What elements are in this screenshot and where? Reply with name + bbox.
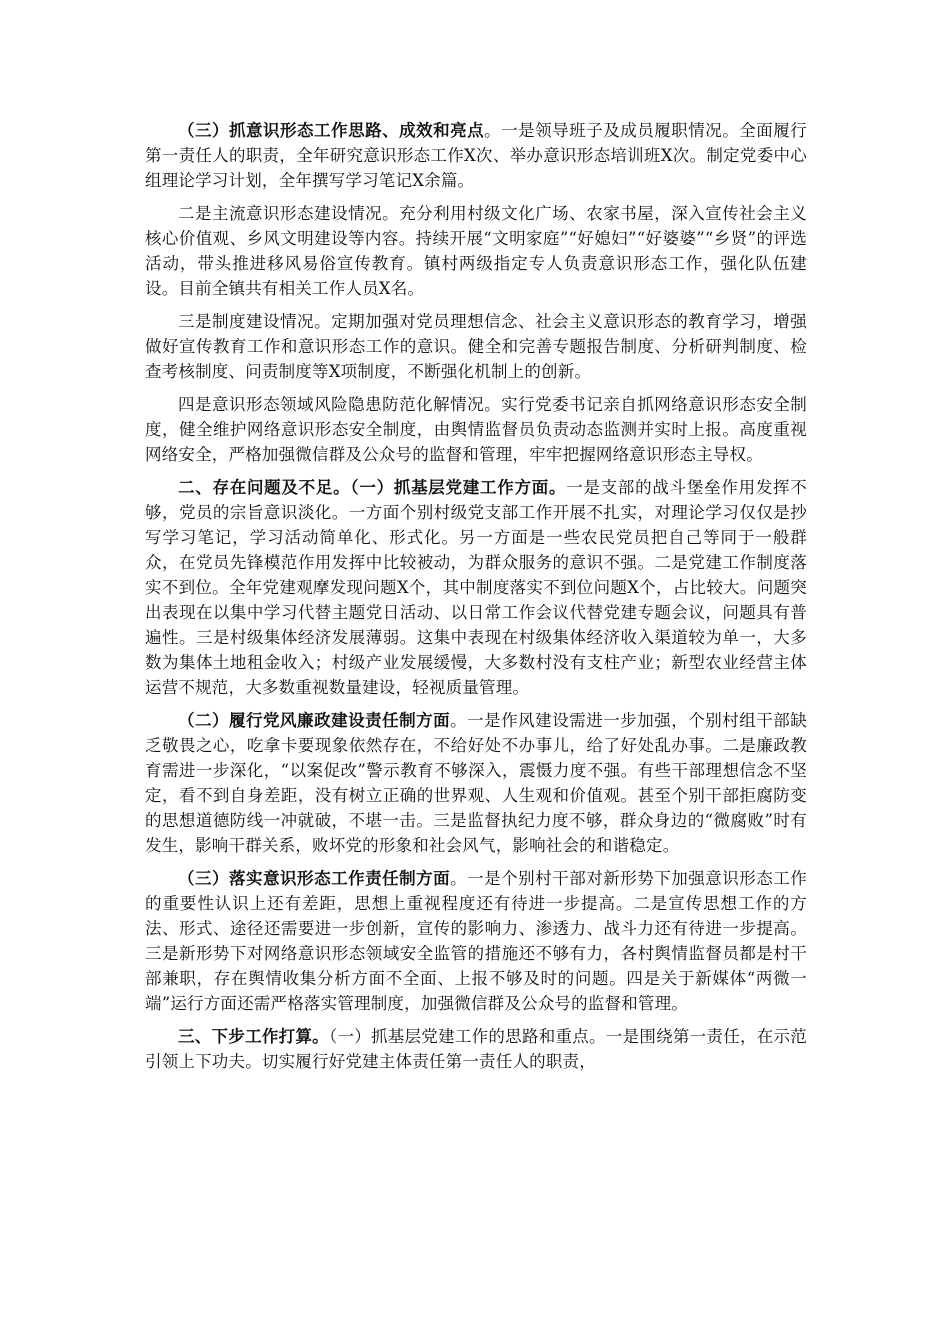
paragraph — [145, 708, 807, 858]
subsection-heading: （一）抓基层党建工作方面。 — [350, 478, 567, 497]
paragraph-text: 四是意识形态领域风险隐患防范化解情况。实行党委书记亲自抓网络意识形态安全制度，健全维护网络意识形态安全制度，由舆情监督员负责动态监测并实时上报。高度重视网络安全，严格加强微信群及公众号的监督和管理，牢牢把握网络意识形态主导权。 — [145, 395, 807, 464]
paragraph — [145, 475, 807, 700]
paragraph-text: 。一是作风建设需进一步加强，个别村组干部缺乏敬畏之心，吃拿卡要现象依然存在，不给好处不办事儿，给了好处乱办事。二是廉政教育需进一步深化，“以案促改”警示教育不够深入，震慑力度不强。有些干部理想信念不坚定，看不到自身差距，没有树立正确的世界观、人生观和价值观。甚至个别干部拒腐防变的思想道德防线一冲就破，不堪一击。三是监督执纪力度不够，群众身边的“微腐败”时有发生，影响干群关系，败坏党的形象和社会风气，影响社会的和谐稳定。 — [145, 711, 808, 855]
paragraph-text: 。一是领导班子及成员履职情况。全面履行第一责任人的职责，全年研究意识形态工作X次、举办意识形态培训班X次。制定党委中心组理论学习计划，全年撰写学习笔记X余篇。 — [145, 121, 807, 190]
document-body — [145, 118, 807, 1074]
section-heading: 二、存在问题及不足。 — [178, 478, 351, 497]
section-heading: 三、下步工作打算。 — [178, 1027, 329, 1046]
paragraph-heading: （三）抓意识形态工作思路、成效和亮点 — [178, 121, 485, 140]
paragraph — [145, 309, 807, 384]
paragraph — [145, 866, 807, 1016]
paragraph — [145, 1024, 807, 1074]
paragraph-text: 二是主流意识形态建设情况。充分利用村级文化广场、农家书屋，深入宣传社会主义核心价值观、乡风文明建设等内容。持续开展“文明家庭”“好媳妇”“好婆婆”“乡贤”的评选活动，带头推进移风易俗宣传教育。镇村两级指定专人负责意识形态工作，强化队伍建设。目前全镇共有相关工作人员X名。 — [145, 204, 807, 298]
paragraph-text: 。一是个别村干部对新形势下加强意识形态工作的重要性认识上还有差距，思想上重视程度还有待进一步提高。二是宣传思想工作的方法、形式、途径还需要进一步创新，宣传的影响力、渗透力、战斗力还有待进一步提高。三是新形势下对网络意识形态领域安全监管的措施还不够有力，各村舆情监督员都是村干部兼职，存在舆情收集分析方面不全面、上报不够及时的问题。四是关于新媒体“两微一端”运行方面还需严格落实管理制度，加强微信群及公众号的监督和管理。 — [145, 869, 808, 1013]
paragraph — [145, 201, 807, 301]
paragraph-text: 一是支部的战斗堡垒作用发挥不够，党员的宗旨意识淡化。一方面个别村级党支部工作开展不扎实，对理论学习仅仅是抄写学习笔记，学习活动简单化、形式化。另一方面是一些农民党员把自己等同于一般群众，在党员先锋模范作用发挥中比较被动，为群众服务的意识不强。二是党建工作制度落实不到位。全年党建观摩发现问题X个，其中制度落实不到位问题X个，占比较大。问题突出表现在以集中学习代替主题党日活动、以日常工作会议代替党建专题会议，问题具有普遍性。三是村级集体经济发展薄弱。这集中表现在村级集体经济收入渠道较为单一，大多数为集体土地租金收入；村级产业发展缓慢，大多数村没有支柱产业；新型农业经营主体运营不规范，大多数重视数量建设，轻视质量管理。 — [145, 478, 807, 697]
subsection-heading: （三）落实意识形态工作责任制方面 — [178, 869, 451, 888]
paragraph — [145, 392, 807, 467]
paragraph-text: 三是制度建设情况。定期加强对党员理想信念、社会主义意识形态的教育学习，增强做好宣传教育工作和意识形态工作的意识。健全和完善专题报告制度、分析研判制度、检查考核制度、问责制度等X项制度，不断强化机制上的创新。 — [145, 312, 807, 381]
subsection-heading: （二）履行党风廉政建设责任制方面 — [178, 711, 451, 730]
paragraph-text: （一）抓基层党建工作的思路和重点。一是围绕第一责任，在示范引领上下功夫。切实履行好党建主体责任第一责任人的职责， — [145, 1027, 807, 1071]
paragraph — [145, 118, 807, 193]
